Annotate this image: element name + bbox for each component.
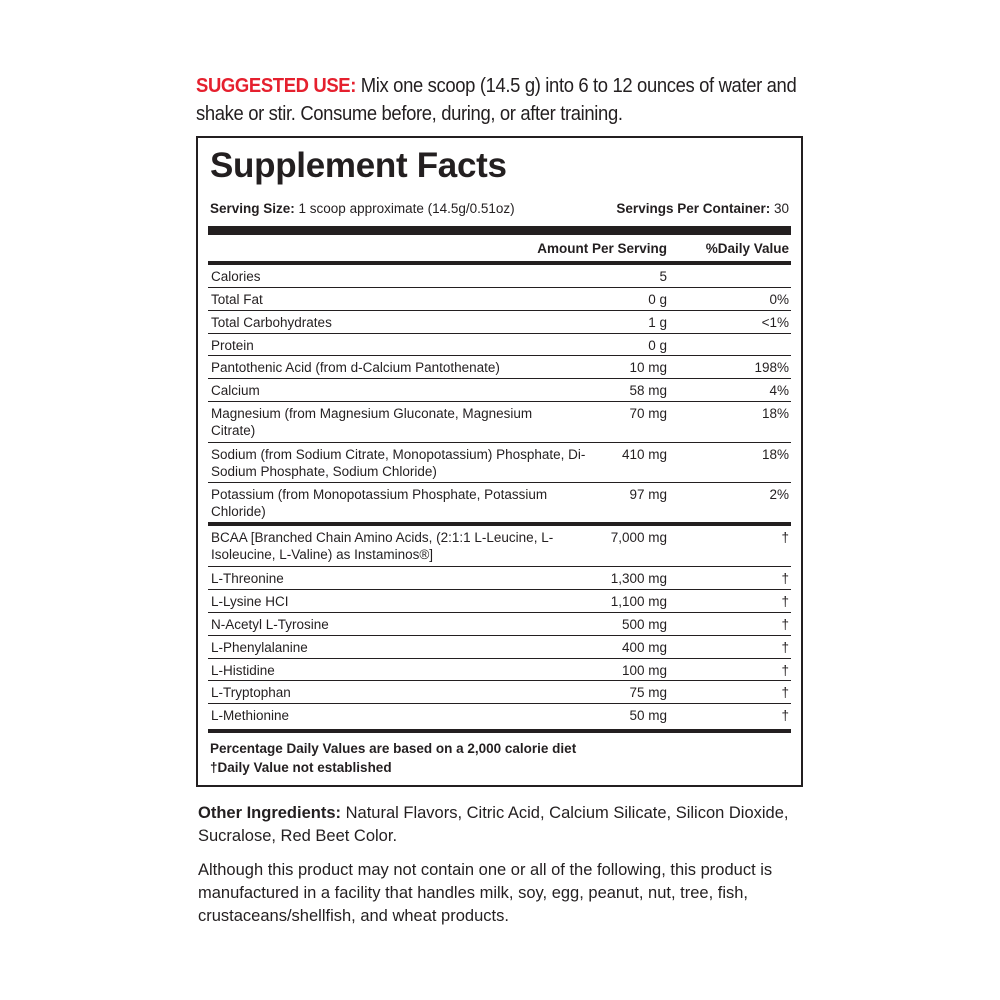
table-row: [208, 311, 791, 334]
table-row: [208, 681, 791, 704]
serving-size-label: Serving Size:: [210, 201, 295, 216]
nutrient-daily-value: †: [781, 530, 789, 545]
nutrient-daily-value: 0%: [769, 292, 789, 307]
nutrient-daily-value: †: [781, 708, 789, 723]
nutrient-name: Calcium: [211, 383, 260, 398]
nutrient-daily-value: †: [781, 594, 789, 609]
nutrient-daily-value: †: [781, 617, 789, 632]
servings-label: Servings Per Container:: [616, 201, 771, 216]
table-row: [208, 636, 791, 659]
table-row: [208, 334, 791, 356]
supplement-facts-panel: [196, 136, 803, 787]
nutrient-amount: 1,100 mg: [610, 594, 667, 609]
table-row: [208, 590, 791, 613]
nutrient-amount: 50 mg: [629, 708, 667, 723]
footer-divider: [208, 729, 791, 733]
thick-divider: [208, 226, 791, 235]
nutrient-table: [208, 265, 791, 727]
nutrient-name: L-Histidine: [211, 663, 275, 678]
nutrient-daily-value: 198%: [754, 360, 789, 375]
table-row: [208, 659, 791, 681]
footnote-dagger: †Daily Value not established: [210, 760, 392, 775]
nutrient-amount: 70 mg: [629, 406, 667, 421]
table-row: [208, 265, 791, 288]
table-row: [208, 483, 791, 526]
table-row: [208, 567, 791, 590]
nutrient-name: L-Tryptophan: [211, 685, 291, 700]
nutrient-name: L-Lysine HCI: [211, 594, 289, 609]
nutrient-name: Sodium (from Sodium Citrate, Monopotassium) Phosphate, Di-Sodium Phosphate, Sodium Chloride): [211, 447, 586, 479]
nutrient-amount: 500 mg: [621, 617, 667, 632]
nutrient-amount: 7,000 mg: [610, 530, 667, 545]
other-ingredients-text: Natural Flavors, Citric Acid, Calcium Silicate, Silicon Dioxide, Sucralose, Red Beet Color.: [198, 804, 789, 845]
other-ingredients-label: Other Ingredients:: [198, 804, 342, 822]
table-row: [208, 526, 791, 567]
nutrient-name: L-Threonine: [211, 571, 284, 586]
nutrient-amount: 5: [659, 269, 667, 284]
table-row: [208, 379, 791, 402]
table-row: [208, 613, 791, 636]
allergen-statement: Although this product may not contain one or all of the following, this product is manufactured in a facility that handles milk, soy, egg, peanut, nut, tree, fish, crustaceans/shellfish, and wheat products.: [198, 861, 773, 925]
nutrient-amount: 75 mg: [629, 685, 667, 700]
nutrient-name: Total Carbohydrates: [211, 315, 332, 330]
servings-value: 30: [770, 201, 789, 216]
nutrient-amount: 0 g: [648, 338, 667, 353]
nutrient-name: Pantothenic Acid (from d-Calcium Pantothenate): [211, 360, 500, 375]
nutrient-amount: 400 mg: [621, 640, 667, 655]
table-row: [208, 443, 791, 483]
nutrient-name: Total Fat: [211, 292, 263, 307]
nutrient-daily-value: †: [781, 640, 789, 655]
nutrient-amount: 10 mg: [629, 360, 667, 375]
servings-per-container: [616, 200, 789, 217]
nutrient-amount: 58 mg: [629, 383, 667, 398]
column-header-amount: Amount Per Serving: [537, 241, 667, 256]
nutrient-daily-value: <1%: [761, 315, 789, 330]
suggested-use-label: SUGGESTED USE:: [196, 74, 357, 97]
serving-size: [210, 201, 515, 216]
nutrient-amount: 1,300 mg: [610, 571, 667, 586]
nutrient-daily-value: 2%: [769, 487, 789, 502]
nutrient-name: L-Methionine: [211, 708, 290, 723]
table-row: [208, 356, 791, 379]
nutrient-name: L-Phenylalanine: [211, 640, 308, 655]
suggested-use-text: Mix one scoop (14.5 g) into 6 to 12 ounces of water and shake or stir. Consume before, during, or after training.: [196, 74, 797, 125]
other-ingredients: [198, 802, 798, 848]
serving-size-value: 1 scoop approximate (14.5g/0.51oz): [294, 201, 515, 216]
table-row: [208, 288, 791, 311]
nutrient-amount: 0 g: [648, 292, 667, 307]
nutrient-amount: 97 mg: [629, 487, 667, 502]
footnote-daily-values: Percentage Daily Values are based on a 2,000 calorie diet: [210, 741, 577, 756]
suggested-use: [196, 72, 817, 128]
column-header-daily-value: %Daily Value: [705, 241, 789, 256]
panel-title: Supplement Facts: [210, 146, 507, 185]
nutrient-name: BCAA [Branched Chain Amino Acids, (2:1:1 L-Leucine, L-Isoleucine, L-Valine) as Instaminos®]: [211, 530, 554, 562]
nutrient-amount: 100 mg: [621, 663, 667, 678]
nutrient-daily-value: 18%: [761, 447, 789, 462]
nutrient-name: Calories: [211, 269, 261, 284]
serving-info: [210, 200, 789, 217]
nutrient-name: Magnesium (from Magnesium Gluconate, Magnesium Citrate): [211, 406, 533, 438]
nutrient-daily-value: †: [781, 685, 789, 700]
nutrient-name: Protein: [211, 338, 254, 353]
footnotes: [210, 739, 576, 777]
nutrient-amount: 410 mg: [621, 447, 667, 462]
nutrient-daily-value: †: [781, 663, 789, 678]
table-row: [208, 704, 791, 727]
table-row: [208, 402, 791, 443]
nutrient-name: Potassium (from Monopotassium Phosphate, Potassium Chloride): [211, 487, 548, 519]
nutrient-daily-value: 4%: [769, 383, 789, 398]
nutrient-daily-value: 18%: [761, 406, 789, 421]
nutrient-amount: 1 g: [648, 315, 667, 330]
nutrient-daily-value: †: [781, 571, 789, 586]
nutrient-name: N-Acetyl L-Tyrosine: [211, 617, 329, 632]
